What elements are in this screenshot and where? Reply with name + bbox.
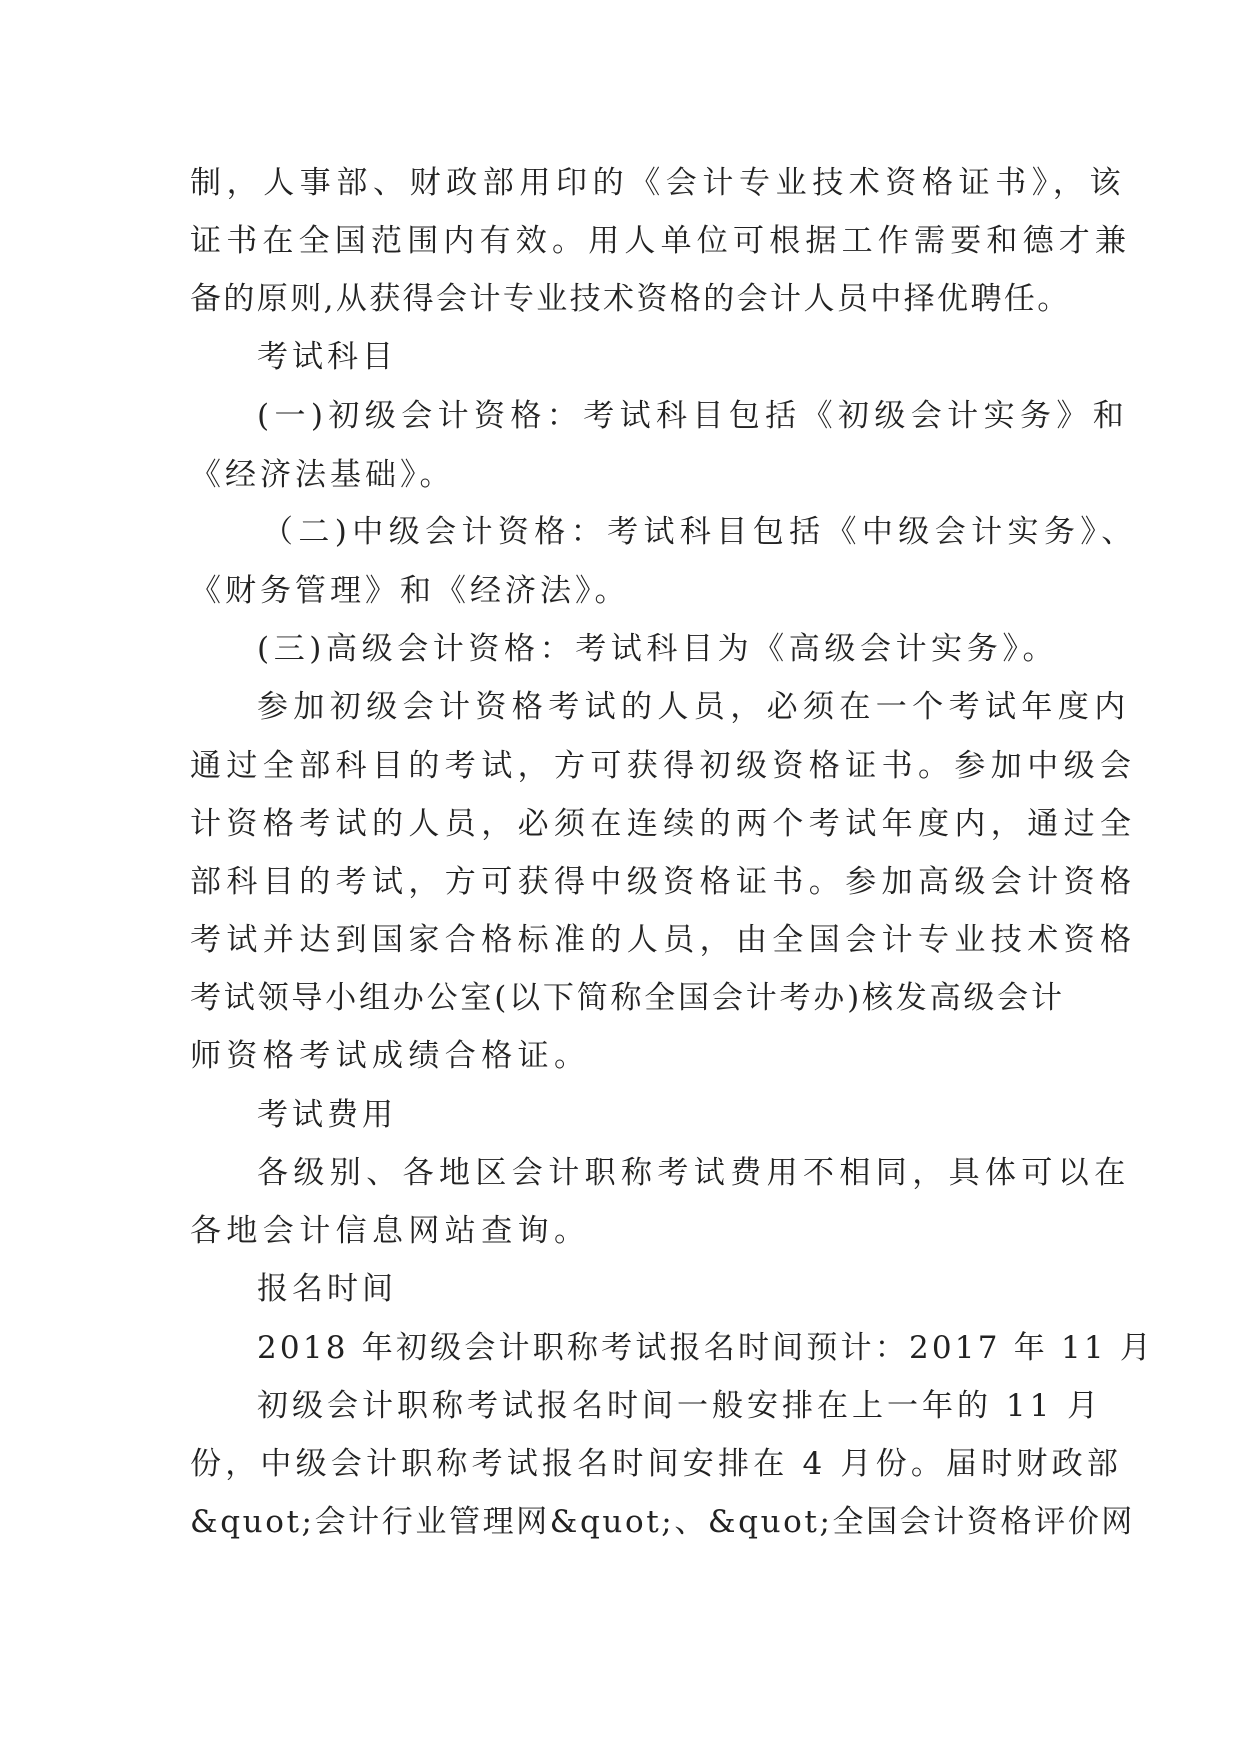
body-text-line: 份，中级会计职称考试报名时间安排在 4 月份。届时财政部 xyxy=(190,1446,1123,1482)
body-text-line: 初级会计职称考试报名时间一般安排在上一年的 11 月 xyxy=(257,1388,1103,1424)
body-text-line: 考试领导小组办公室(以下简称全国会计考办)核发高级会计 xyxy=(190,980,1065,1016)
body-text-line: (一)初级会计资格：考试科目包括《初级会计实务》和 xyxy=(257,398,1130,434)
body-text-line: （二)中级会计资格：考试科目包括《中级会计实务》、 xyxy=(262,514,1138,550)
body-text-line: 《经济法基础》。 xyxy=(190,457,455,493)
body-text-line: 计资格考试的人员，必须在连续的两个考试年度内，通过全 xyxy=(190,806,1137,842)
body-text-line: 参加初级会计资格考试的人员，必须在一个考试年度内 xyxy=(257,689,1131,725)
body-text-line: 制，人事部、财政部用印的《会计专业技术资格证书》，该 xyxy=(190,165,1127,201)
body-text-line: 考试并达到国家合格标准的人员，由全国会计专业技术资格 xyxy=(190,922,1137,958)
body-text-line: 2018 年初级会计职称考试报名时间预计：2017 年 11 月 xyxy=(257,1330,1155,1366)
body-text-line: &quot;会计行业管理网&quot;、&quot;全国会计资格评价网 xyxy=(190,1504,1135,1540)
body-text-line: 备的原则,从获得会计专业技术资格的会计人员中择优聘任。 xyxy=(190,281,1071,317)
body-text-line: 部科目的考试，方可获得中级资格证书。参加高级会计资格 xyxy=(190,864,1137,900)
body-text-line: 各地会计信息网站查询。 xyxy=(190,1213,591,1249)
body-text-line: 证书在全国范围内有效。用人单位可根据工作需要和德才兼 xyxy=(190,223,1132,259)
body-text-line: 《财务管理》和《经济法》。 xyxy=(190,573,630,609)
body-text-line: 通过全部科目的考试，方可获得初级资格证书。参加中级会 xyxy=(190,748,1137,784)
body-text-line: 师资格考试成绩合格证。 xyxy=(190,1038,591,1074)
section-heading-exam-fees: 考试费用 xyxy=(257,1097,397,1133)
body-text-line: (三)高级会计资格：考试科目为《高级会计实务》。 xyxy=(257,631,1059,667)
body-text-line: 各级别、各地区会计职称考试费用不相同，具体可以在 xyxy=(257,1155,1131,1191)
section-heading-exam-subjects: 考试科目 xyxy=(257,339,397,375)
section-heading-registration-time: 报名时间 xyxy=(257,1271,397,1307)
